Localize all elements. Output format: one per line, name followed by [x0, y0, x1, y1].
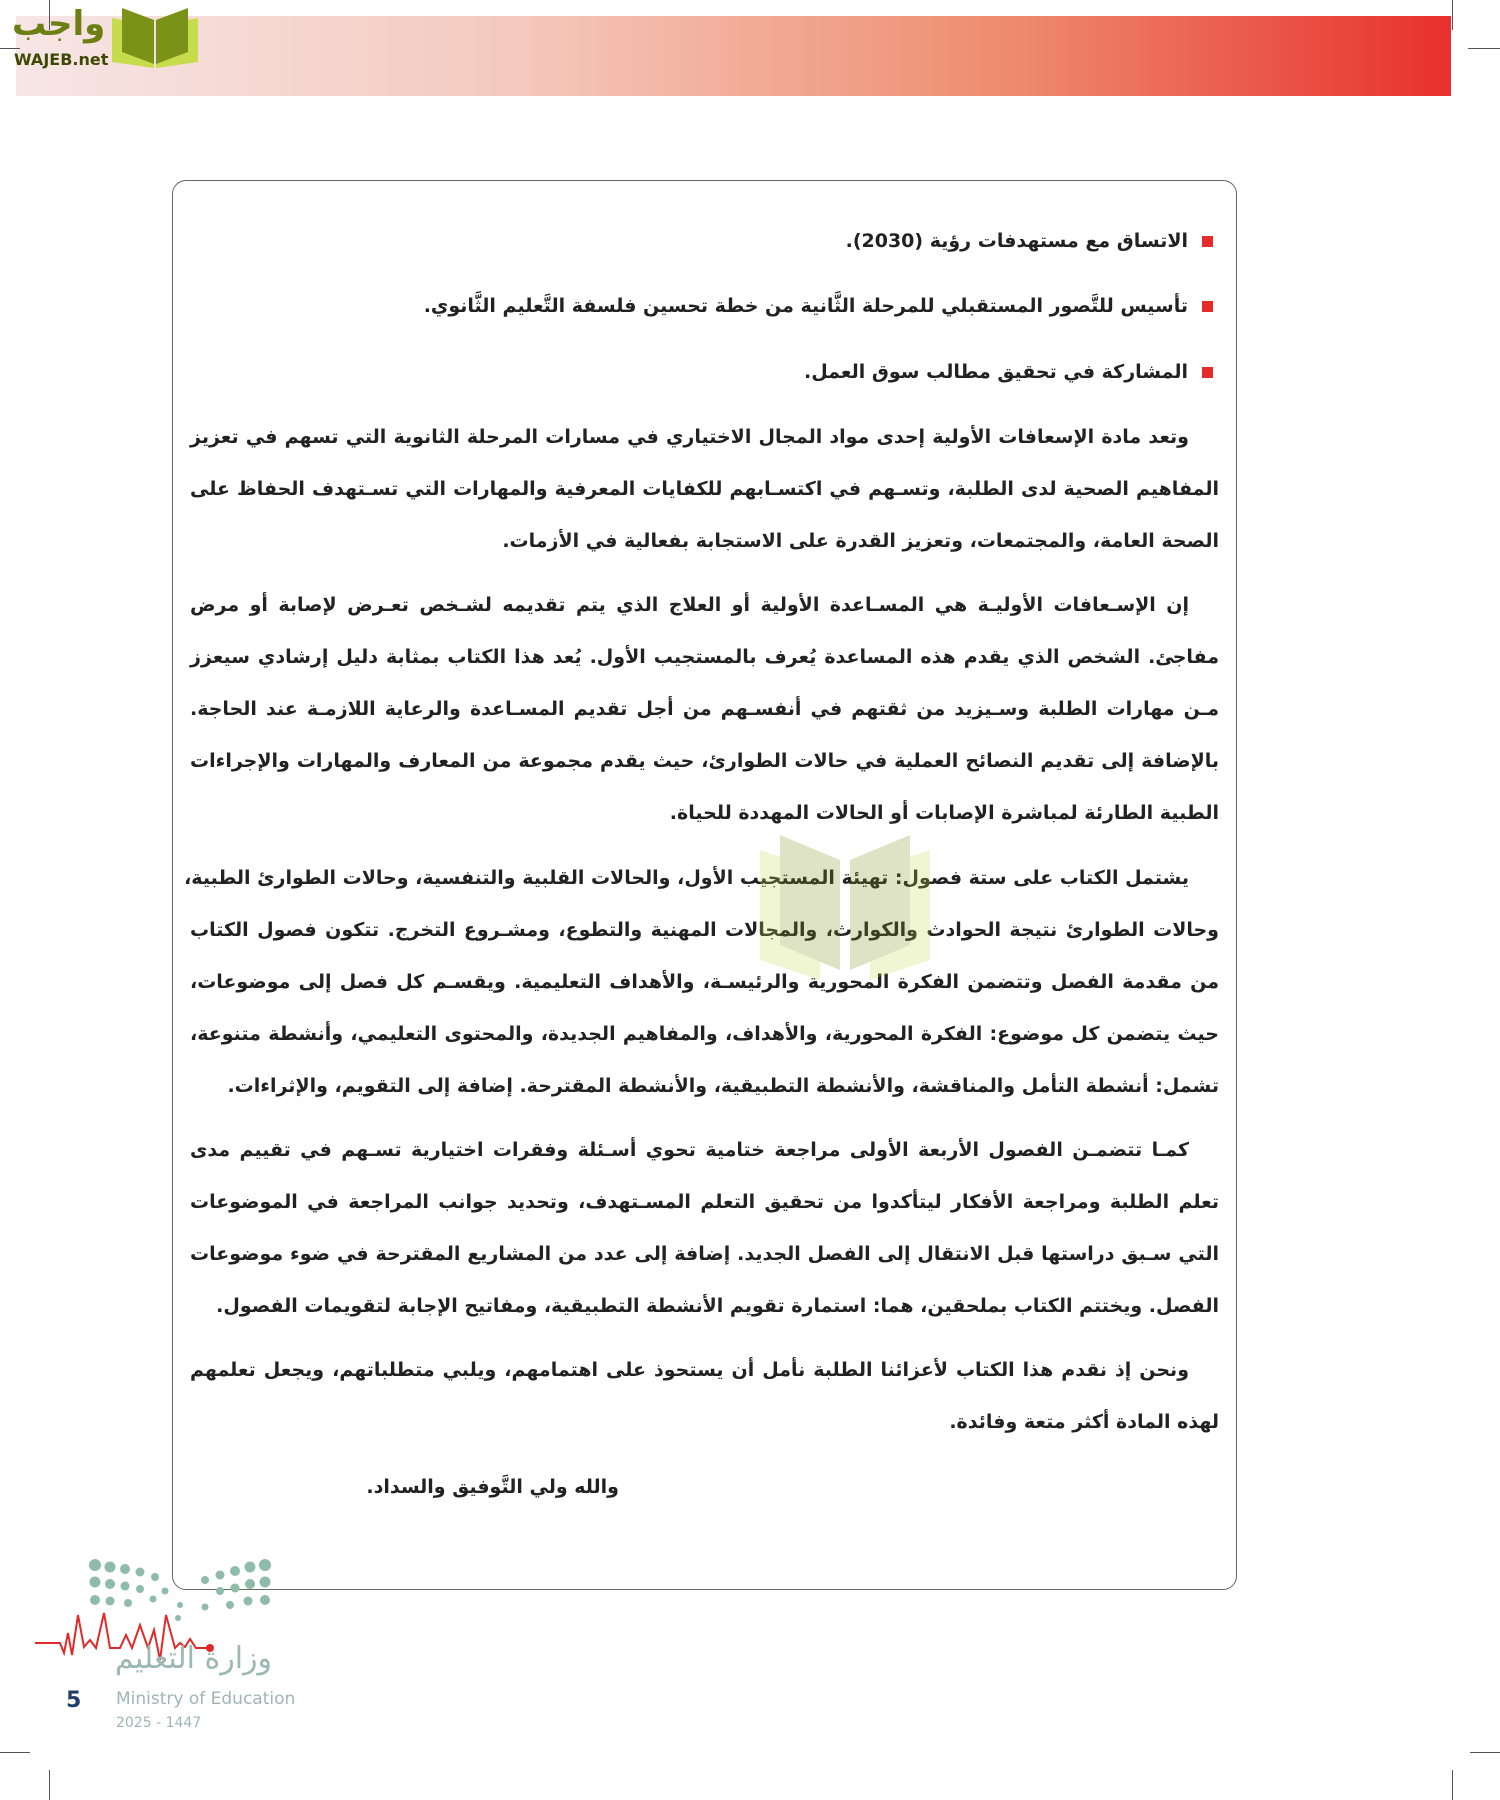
ministry-english: Ministry of Education	[116, 1689, 296, 1709]
bullet-item	[190, 226, 1219, 256]
bullet-item	[190, 357, 1219, 387]
paragraph-line: ونحن إذ نقدم هذا الكتاب لأعزائنا الطلبة نأمل أن يستحوذ على اهتمامهم، ويلبي متطلباتهم، ويجعل تعلمهم	[190, 1359, 1189, 1381]
ministry-arabic: وزارة التعليم	[115, 1641, 273, 1676]
bullet-text: تأسيس للتَّصور المستقبلي للمرحلة الثَّانية من خطة تحسين فلسفة التَّعليم الثَّانوي.	[423, 295, 1188, 317]
edition-year: 2025 - 1447	[116, 1715, 202, 1731]
bullet-text: المشاركة في تحقيق مطالب سوق العمل.	[803, 361, 1188, 383]
paragraph-line: الصحة العامة، والمجتمعات، وتعزيز القدرة على الاستجابة بفعالية في الأزمات.	[502, 530, 1219, 552]
crop-mark	[1452, 0, 1453, 30]
page-number: 5	[66, 1688, 82, 1713]
logo-arabic: واجب	[12, 4, 106, 44]
crop-mark	[0, 1752, 30, 1753]
crop-mark	[1470, 1752, 1500, 1753]
book-icon	[110, 6, 200, 68]
crop-mark	[1468, 48, 1500, 49]
bullet-item	[190, 291, 1219, 321]
paragraph-line: بالإضافة إلى تقديم النصائح العملية في حالات الطوارئ، حيث يقدم مجموعة من المعارف والمهارات والإجراءات	[190, 750, 1219, 772]
wajeb-logo[interactable]	[10, 4, 200, 72]
closing-line: والله ولي التَّوفيق والسداد.	[366, 1476, 619, 1498]
paragraph-line: إن الإسـعافات الأوليـة هي المسـاعدة الأولية أو العلاج الذي يتم تقديمه لشـخص تعـرض لإصابة أو مرض	[190, 594, 1189, 616]
crop-mark	[49, 1770, 50, 1800]
paragraph-line: كمـا تتضمـن الفصول الأربعة الأولى مراجعة ختامية تحوي أسـئلة وفقرات اختيارية تسـهم في تقييم مدى	[190, 1139, 1189, 1161]
crop-mark	[1452, 1770, 1453, 1800]
paragraph-line: الفصل. ويختتم الكتاب بملحقين، هما: استمارة تقويم الأنشطة التطبيقية، ومفاتيح الإجابة لتقويمات الفصول.	[216, 1295, 1219, 1317]
paragraph-line: حيث يتضمن كل موضوع: الفكرة المحورية، والأهداف، والمفاهيم الجديدة، والمحتوى التعليمي، وأنشطة متنوعة،	[190, 1023, 1219, 1045]
header-band	[16, 16, 1451, 96]
paragraph-line: تعلم الطلبة ومراجعة الأفكار ليتأكدوا من تحقيق التعلم المسـتهدف، وتحديد جوانب المراجعة في الموضوعات	[190, 1191, 1219, 1213]
paragraph-line: مفاجئ. الشخص الذي يقدم هذه المساعدة يُعرف بالمستجيب الأول. يُعد هذا الكتاب بمثابة دليل إرشادي سيعزز	[190, 646, 1219, 668]
logo-english: WAJEB.net	[14, 50, 109, 69]
paragraph-line: وتعد مادة الإسعافات الأولية إحدى مواد المجال الاختياري في مسارات المرحلة الثانوية التي تسهم في تعزيز	[190, 426, 1189, 448]
paragraph-line: وحالات الطوارئ نتيجة الحوادث والكوارث، والمجالات المهنية والتطوع، ومشـروع التخرج. تتكون فصول الكتاب	[190, 919, 1219, 941]
bullet-square-icon	[1202, 301, 1213, 312]
paragraph-line: من مقدمة الفصل وتتضمن الفكرة المحورية والرئيسـة، والأهداف التعليمية. ويقسـم كل فصل إلى موضوعات،	[190, 971, 1219, 993]
bullet-square-icon	[1202, 367, 1213, 378]
paragraph-line: تشمل: أنشطة التأمل والمناقشة، والأنشطة التطبيقية، والأنشطة المقترحة. إضافة إلى التقويم، والإثراءات.	[227, 1075, 1219, 1097]
paragraph-line: الطبية الطارئة لمباشرة الإصابات أو الحالات المهددة للحياة.	[669, 802, 1219, 824]
bullet-text: الاتساق مع مستهدفات رؤية (2030).	[845, 230, 1188, 252]
paragraph-line: يشتمل الكتاب على ستة فصول: تهيئة المستجيب الأول، والحالات القلبية والتنفسية، وحالات الطوارئ الطبية،	[184, 867, 1189, 889]
paragraph-line: مـن مهارات الطلبة وسـيزيد من ثقتهم في أنفسـهم من أجل تقديم المسـاعدة والرعاية اللازمـة عند الحاجة.	[190, 698, 1219, 720]
bullet-square-icon	[1202, 236, 1213, 247]
paragraph-line: التي سـبق دراستها قبل الانتقال إلى الفصل الجديد. إضافة إلى عدد من المشاريع المقترحة في ضوء موضوعات	[190, 1243, 1219, 1265]
paragraph-line: لهذه المادة أكثر متعة وفائدة.	[949, 1411, 1219, 1433]
paragraph-line: المفاهيم الصحية لدى الطلبة، وتسـهم في اكتسـابهم للكفايات المعرفية والمهارات التي تسـتهدف الحفاظ على	[190, 478, 1219, 500]
